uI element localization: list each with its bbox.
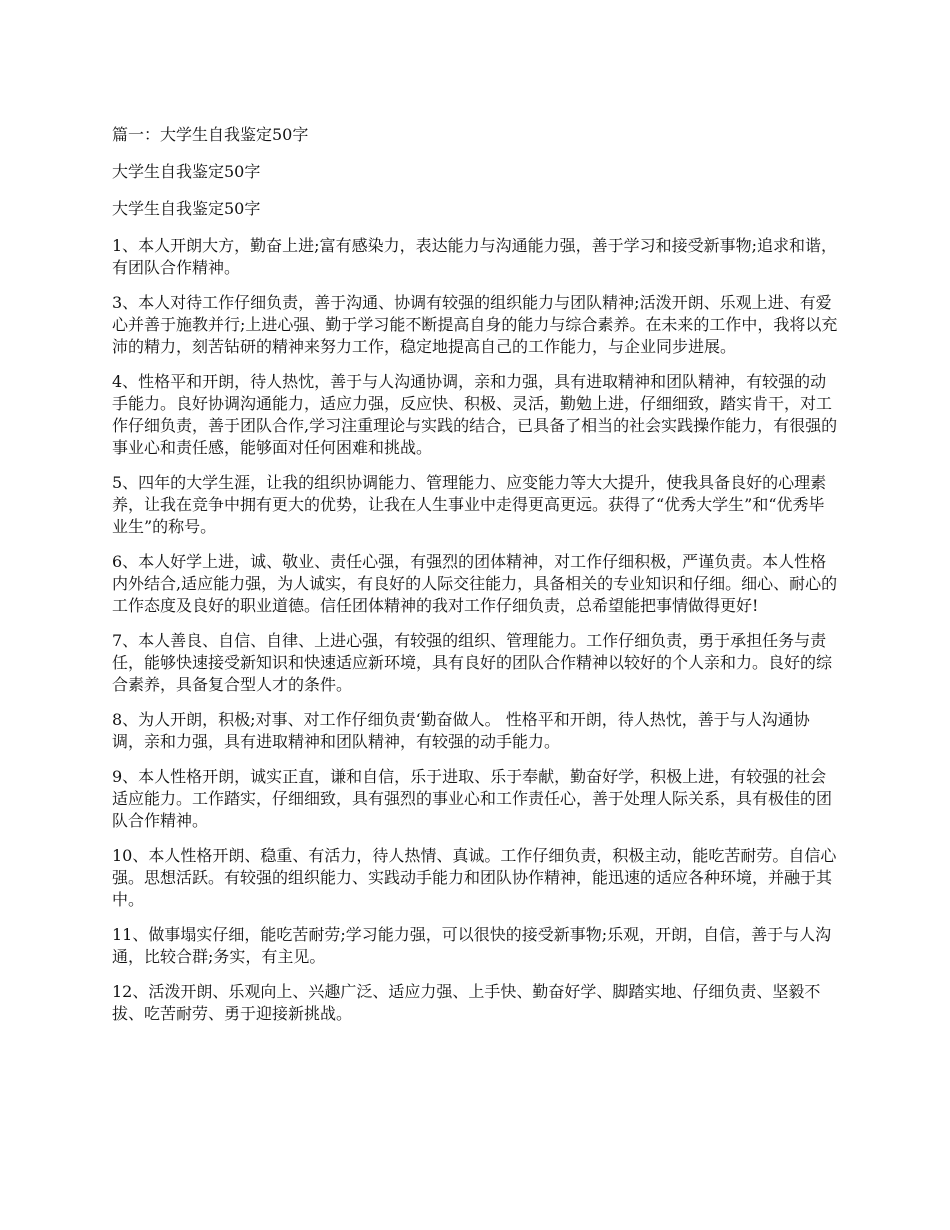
paragraph-item-11: 11、做事塌实仔细，能吃苦耐劳;学习能力强，可以很快的接受新事物;乐观，开朗，自信，善于与人沟通，比较合群;务实，有主见。 [112, 925, 832, 966]
document-subtitle: 大学生自我鉴定50字 [112, 162, 261, 181]
paragraph-item-9: 9、本人性格开朗，诚实正直，谦和自信，乐于进取、乐于奉献，勤奋好学，积极上进，有较强的社会适应能力。工作踏实，仔细细致，具有强烈的事业心和工作责任心，善于处理人际关系，具有极佳的团队合作精神。 [112, 767, 833, 830]
paragraph-item-8: 8、为人开朗，积极;对事、对工作仔细负责‘勤奋做人。 性格平和开朗，待人热忱，善于与人沟通协调，亲和力强，具有进取精神和团队精神，有较强的动手能力。 [112, 710, 810, 751]
paragraph-item-12: 12、活泼开朗、乐观向上、兴趣广泛、适应力强、上手快、勤奋好学、脚踏实地、仔细负责、坚毅不拔、吃苦耐劳、勇于迎接新挑战。 [112, 982, 821, 1023]
paragraph-item-3: 3、本人对待工作仔细负责，善于沟通、协调有较强的组织能力与团队精神;活泼开朗、乐观上进、有爱心并善于施教并行;上进心强、勤于学习能不断提高自身的能力与综合素养。在未来的工作中，我将以充沛的精力，刻苦钻研的精神来努力工作，稳定地提高自己的工作能力，与企业同步进展。 [112, 293, 838, 356]
paragraph-item-5: 5、四年的大学生涯，让我的组织协调能力、管理能力、应变能力等大大提升，使我具备良好的心理素养，让我在竞争中拥有更大的优势，让我在人生事业中走得更高更远。获得了“优秀大学生”和“优秀毕业生”的称号。 [112, 473, 827, 536]
paragraph-item-4: 4、性格平和开朗，待人热忱，善于与人沟通协调，亲和力强，具有进取精神和团队精神，有较强的动手能力。良好协调沟通能力，适应力强，反应快、积极、灵活，勤勉上进，仔细细致，踏实肯干，对工作仔细负责，善于团队合作,学习注重理论与实践的结合，已具备了相当的社会实践操作能力，有很强的事业心和责任感，能够面对任何困难和挑战。 [112, 372, 838, 457]
document-title: 篇一：大学生自我鉴定50字 [112, 125, 309, 144]
paragraph-item-1: 1、本人开朗大方，勤奋上进;富有感染力，表达能力与沟通能力强，善于学习和接受新事物;追求和谐，有团队合作精神。 [112, 236, 837, 277]
paragraph-item-6: 6、本人好学上进，诚、敬业、责任心强，有强烈的团体精神，对工作仔细积极，严谨负责。本人性格内外结合,适应能力强，为人诚实，有良好的人际交往能力，具备相关的专业知识和仔细。细心、耐心的工作态度及良好的职业道德。信任团体精神的我对工作仔细负责，总希望能把事情做得更好! [112, 552, 838, 615]
document-subtitle: 大学生自我鉴定50字 [112, 199, 261, 218]
paragraph-item-7: 7、本人善良、自信、自律、上进心强，有较强的组织、管理能力。工作仔细负责，勇于承担任务与责任，能够快速接受新知识和快速适应新环境，具有良好的团队合作精神以较好的个人亲和力。良好的综合素养，具备复合型人才的条件。 [112, 631, 833, 694]
document-body [112, 124, 840, 1038]
paragraph-item-10: 10、本人性格开朗、稳重、有活力，待人热情、真诚。工作仔细负责，积极主动，能吃苦耐劳。自信心强。思想活跃。有较强的组织能力、实践动手能力和团队协作精神，能迅速的适应各种环境，并融于其中。 [112, 846, 837, 909]
